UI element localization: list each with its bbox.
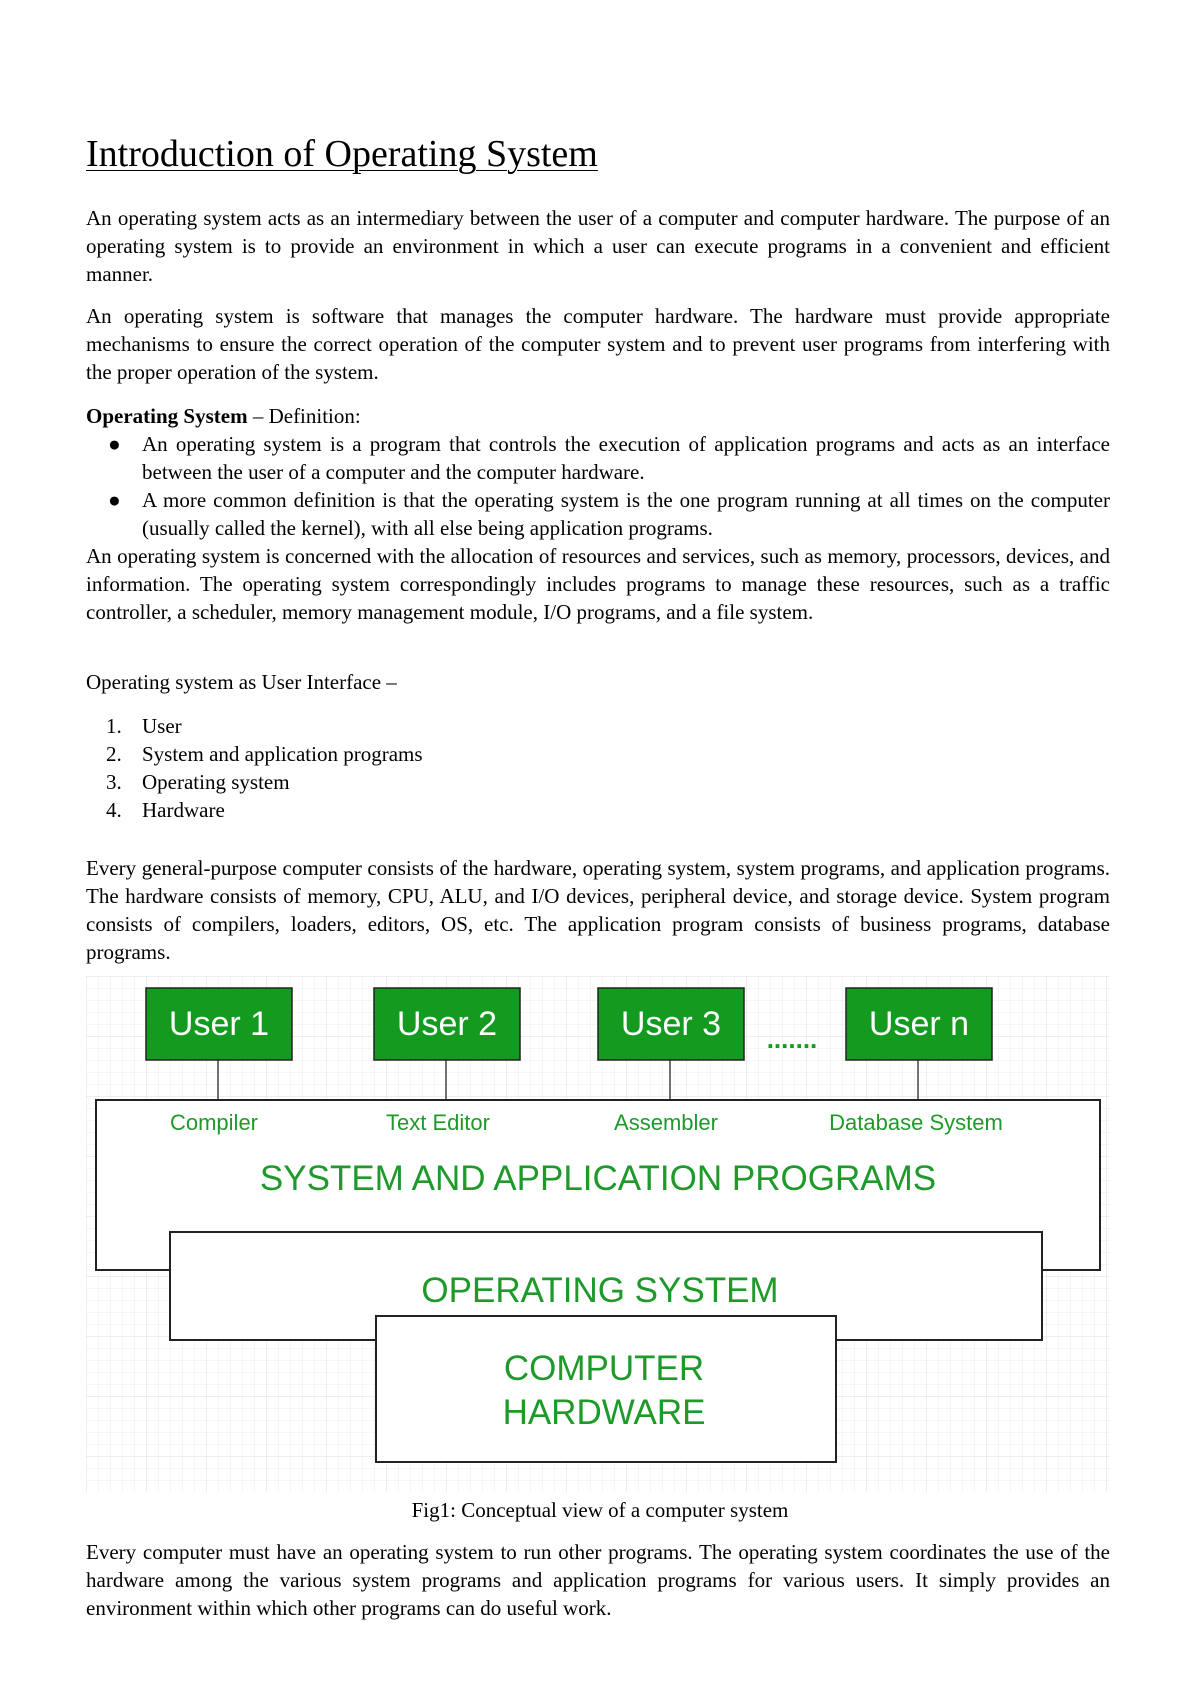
user-label: User 2 bbox=[396, 1005, 498, 1043]
program-label: Assembler bbox=[614, 1110, 718, 1135]
user-box bbox=[374, 988, 520, 1060]
resources-paragraph: An operating system is concerned with the allocation of resources and services, such as memory, processors, devices, and information. The operating system correspondingly includes programs to manage these resources, such as a traffic controller, a scheduler, memory management module, I/O programs, and a file system. bbox=[86, 544, 1110, 624]
intro-paragraph-2: An operating system is software that manages the computer hardware. The hardware must provide appropriate mechanisms to ensure the correct operation of the computer system and to prevent user programs from interfering with the proper operation of the system. bbox=[86, 304, 1110, 384]
list-number: 3. bbox=[106, 770, 122, 794]
bullet-icon: ● bbox=[108, 432, 121, 456]
apps-layer-label: SYSTEM AND APPLICATION PROGRAMS bbox=[259, 1159, 937, 1198]
hardware-layer-label-line2: HARDWARE bbox=[502, 1393, 706, 1432]
ui-list bbox=[86, 712, 1110, 824]
computer-system-diagram bbox=[86, 976, 1110, 1492]
user-box bbox=[846, 988, 992, 1060]
bullet-icon: ● bbox=[108, 488, 121, 512]
page-title: Introduction of Operating System bbox=[86, 133, 598, 175]
ui-heading: Operating system as User Interface – bbox=[86, 670, 397, 694]
list-item bbox=[86, 768, 1110, 796]
list-item bbox=[86, 486, 1110, 542]
user-label: User 1 bbox=[168, 1005, 270, 1043]
user-box bbox=[146, 988, 292, 1060]
intro-paragraph-1: An operating system acts as an intermediary between the user of a computer and computer hardware. The purpose of an operating system is to provide an environment in which a user can execute programs in a convenient and efficient manner. bbox=[86, 206, 1110, 286]
user-label: User n bbox=[868, 1005, 970, 1043]
program-label: Database System bbox=[829, 1110, 1003, 1135]
definition-list bbox=[86, 430, 1110, 542]
definition-heading-rest: – Definition: bbox=[247, 404, 361, 428]
program-label: Text Editor bbox=[386, 1110, 490, 1135]
definition-heading bbox=[86, 402, 361, 430]
program-label: Compiler bbox=[169, 1110, 259, 1135]
list-number: 1. bbox=[106, 714, 122, 738]
list-number: 4. bbox=[106, 798, 122, 822]
list-item bbox=[86, 712, 1110, 740]
user-label: User 3 bbox=[620, 1005, 722, 1043]
figure-caption: Fig1: Conceptual view of a computer system bbox=[411, 1498, 789, 1522]
list-text: System and application programs bbox=[142, 742, 423, 766]
hardware-layer-label-line1: COMPUTER bbox=[503, 1349, 705, 1388]
list-text: User bbox=[142, 714, 182, 738]
user-box bbox=[598, 988, 744, 1060]
definition-bullet-text: A more common definition is that the operating system is the one program running at all times on the computer (usually called the kernel), with all else being application programs. bbox=[142, 488, 1110, 540]
list-item bbox=[86, 430, 1110, 486]
definition-bullet-text: An operating system is a program that controls the execution of application programs and acts as an interface between the user of a computer and the computer hardware. bbox=[142, 432, 1110, 484]
components-paragraph: Every general-purpose computer consists of the hardware, operating system, system programs, and application programs. The hardware consists of memory, CPU, ALU, and I/O devices, peripheral device, and storage device. System program consists of compilers, loaders, editors, OS, etc. The application program consists of business programs, database programs. bbox=[86, 856, 1110, 964]
closing-paragraph: Every computer must have an operating system to run other programs. The operating system coordinates the use of the hardware among the various system programs and application programs for various users. It simply provides an environment within which other programs can do useful work. bbox=[86, 1540, 1110, 1620]
list-item bbox=[86, 740, 1110, 768]
diagram-svg bbox=[86, 976, 1110, 1492]
ellipsis: ....... bbox=[766, 1024, 818, 1054]
definition-heading-bold: Operating System bbox=[86, 404, 248, 428]
list-text: Hardware bbox=[142, 798, 225, 822]
list-item bbox=[86, 796, 1110, 824]
list-text: Operating system bbox=[142, 770, 290, 794]
os-layer-label: OPERATING SYSTEM bbox=[421, 1271, 779, 1310]
list-number: 2. bbox=[106, 742, 122, 766]
